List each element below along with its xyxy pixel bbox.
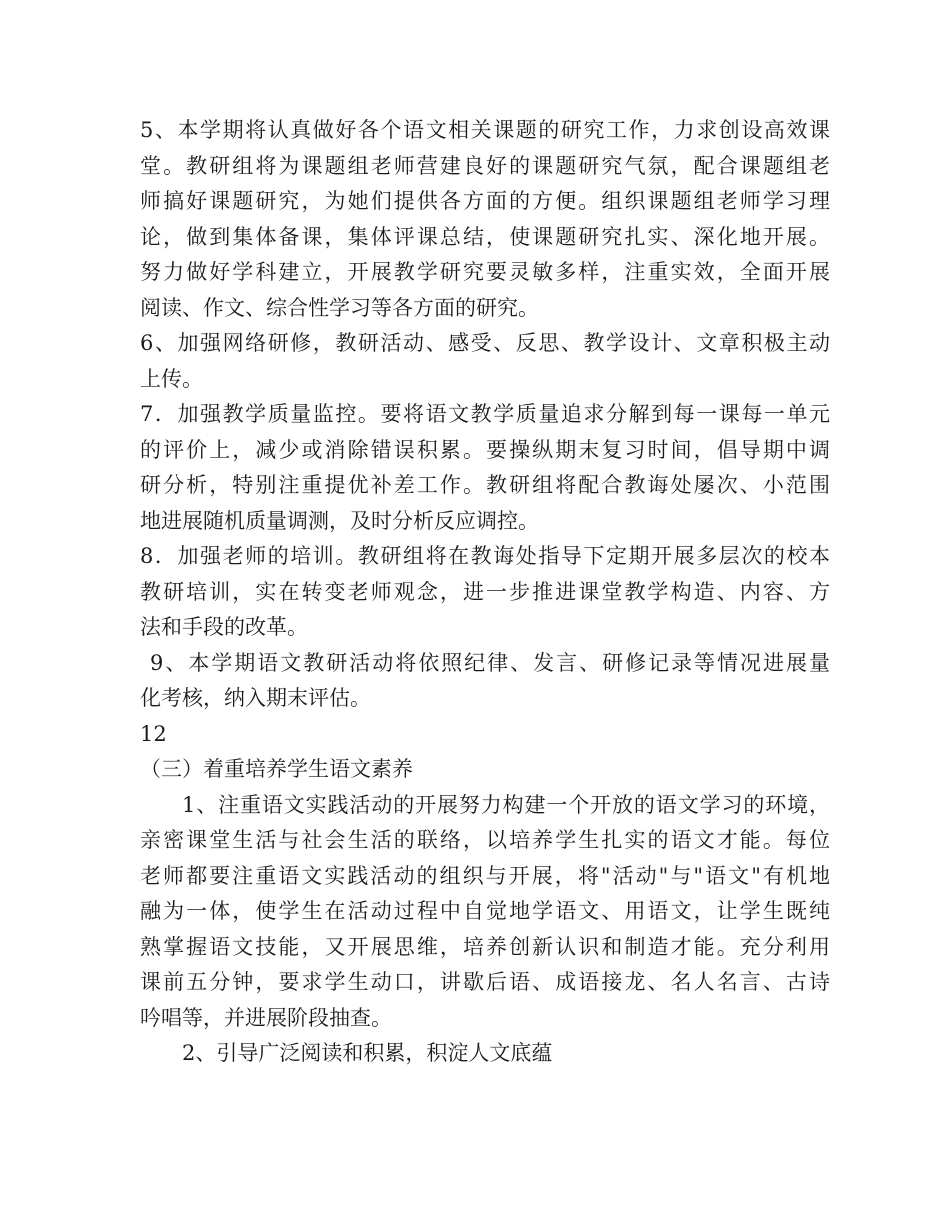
text-line: 法和手段的改革。 [140, 615, 308, 639]
text-line: 的评价上，减少或消除错误积累。要操纵期末复习时间，倡导期中调 [140, 437, 830, 462]
text-line: 亲密课堂生活与社会生活的联络，以培养学生扎实的语文才能。每位 [140, 828, 830, 852]
text-line: 2、引导广泛阅读和积累，积淀人文底蕴 [182, 1041, 553, 1065]
text-line: 堂。教研组将为课题组老师营建良好的课题研究气氛，配合课题组老 [140, 153, 830, 178]
document-body [140, 113, 830, 1072]
text-line: 8．加强老师的培训。教研组将在教诲处指导下定期开展多层次的校本 [140, 544, 830, 568]
text-line: 7．加强教学质量监控。要将语文教学质量追求分解到每一课每一单元 [140, 402, 830, 426]
text-line: 化考核，纳入期末评估。 [140, 686, 371, 710]
text-line: 上传。 [140, 366, 203, 391]
text-line: 老师都要注重语文实践活动的组织与开展，将"活动"与"语文"有机地 [140, 863, 830, 888]
text-line: 教研培训，实在转变老师观念，进一步推进课堂教学构造、内容、方 [140, 579, 830, 604]
page-number: 12 [140, 721, 167, 746]
text-line: 熟掌握语文技能，又开展思维，培养创新认识和制造才能。充分利用 [140, 934, 830, 959]
text-line: 师搞好课题研究，为她们提供各方面的方便。组织课题组老师学习理 [140, 189, 830, 213]
text-line: 1、注重语文实践活动的开展努力构建一个开放的语文学习的环境， [182, 792, 830, 817]
text-line: 课前五分钟，要求学生动口，讲歇后语、成语接龙、名人名言、古诗 [140, 970, 830, 994]
text-line: 论，做到集体备课，集体评课总结，使课题研究扎实、深化地开展。 [140, 224, 830, 249]
text-line: 阅读、作文、综合性学习等各方面的研究。 [140, 295, 539, 320]
text-line: 6、加强网络研修，教研活动、感受、反思、教学设计、文章积极主动 [140, 331, 830, 355]
text-line: 5、本学期将认真做好各个语文相关课题的研究工作，力求创设高效课 [140, 118, 830, 142]
section-heading: （三）着重培养学生语文素养 [140, 757, 413, 781]
text-line: 研分析，特别注重提优补差工作。教研组将配合教诲处屡次、小范围 [140, 473, 830, 497]
text-line: 吟唱等，并进展阶段抽查。 [140, 1005, 392, 1030]
text-line: 努力做好学科建立，开展教学研究要灵敏多样，注重实效，全面开展 [140, 260, 830, 284]
text-line: 融为一体，使学生在活动过程中自觉地学语文、用语文，让学生既纯 [140, 899, 830, 923]
text-line: 9、本学期语文教研活动将依照纪律、发言、研修记录等情况进展量 [150, 650, 830, 675]
text-line: 地进展随机质量调测，及时分析反应调控。 [140, 508, 539, 533]
